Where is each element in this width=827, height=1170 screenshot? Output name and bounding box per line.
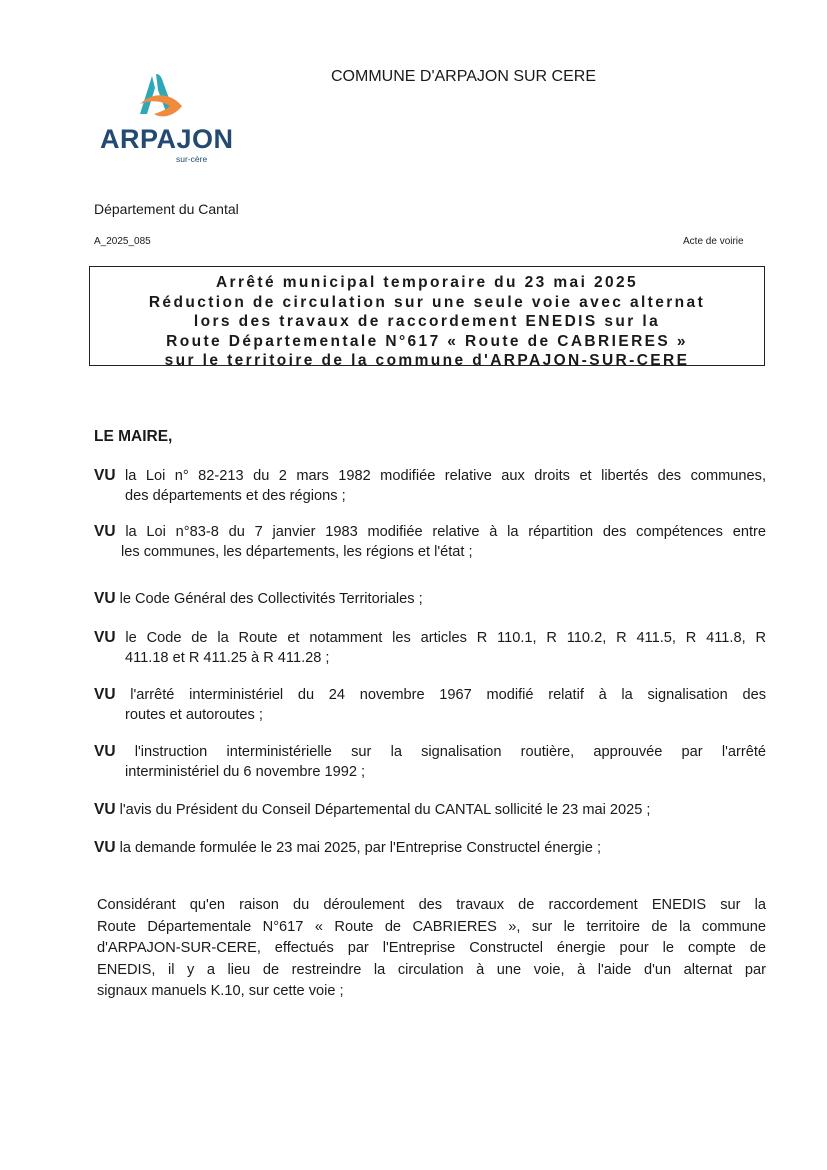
considerant-line: ENEDIS, il y a lieu de restreindre la circulation à une voie, à l'aide d'un alternat par (97, 961, 766, 978)
vu-item (94, 589, 766, 609)
document-reference: A_2025_085 (94, 236, 151, 247)
vu-text: l'arrêté interministériel du 24 novembre 1967 modifié relatif à la signalisation des (130, 687, 766, 703)
title-line: lors des travaux de raccordement ENEDIS sur la (193, 313, 661, 330)
acte-type: Acte de voirie (683, 236, 744, 247)
considerant-line: Route Départementale N°617 « Route de CABRIERES », sur le territoire de la commune (97, 918, 766, 935)
vu-keyword: VU (94, 467, 116, 484)
vu-keyword: VU (94, 590, 116, 607)
vu-item (94, 800, 766, 820)
vu-text: la Loi n°83-8 du 7 janvier 1983 modifiée relative à la répartition des compétences entre (125, 524, 766, 540)
department-name: Département du Cantal (94, 201, 239, 217)
considerant-paragraph (97, 895, 766, 1003)
title-line: sur le territoire de la commune d'ARPAJON-SUR-CERE (164, 352, 690, 369)
vu-text-continued: routes et autoroutes ; (125, 707, 263, 723)
title-box (89, 266, 765, 369)
considerant-line: signaux manuels K.10, sur cette voie ; (97, 983, 344, 999)
vu-item (94, 838, 766, 858)
vu-text: l'avis du Président du Conseil Départemental du CANTAL sollicité le 23 mai 2025 ; (119, 802, 651, 818)
commune-name: COMMUNE D'ARPAJON SUR CERE (331, 68, 596, 85)
logo-wordmark: ARPAJON (100, 124, 234, 154)
le-maire-heading: LE MAIRE, (94, 428, 173, 445)
logo-mark-icon (100, 70, 225, 130)
vu-keyword: VU (94, 629, 116, 646)
vu-item (94, 742, 766, 782)
considerant-line: d'ARPAJON-SUR-CERE, effectués par l'Entreprise Constructel énergie pour le compte de (97, 940, 766, 956)
vu-text: le Code de la Route et notamment les articles R 110.1, R 110.2, R 411.5, R 411.8, R (125, 630, 766, 646)
vu-text: le Code Général des Collectivités Territoriales ; (119, 591, 423, 607)
vu-keyword: VU (94, 523, 116, 540)
vu-text: la Loi n° 82-213 du 2 mars 1982 modifiée relative aux droits et libertés des communes, (125, 468, 766, 484)
vu-keyword: VU (94, 801, 116, 818)
vu-text-continued: les communes, les départements, les régions et l'état ; (121, 544, 473, 560)
vu-item (94, 628, 766, 668)
title-line: Arrêté municipal temporaire du 23 mai 2025 (215, 274, 639, 291)
vu-keyword: VU (94, 839, 116, 856)
considerant-line: Considérant qu'en raison du déroulement des travaux de raccordement ENEDIS sur la (97, 897, 766, 913)
logo-subtitle: sur-cère (176, 154, 208, 164)
vu-keyword: VU (94, 743, 116, 760)
vu-text-continued: 411.18 et R 411.25 à R 411.28 ; (125, 650, 330, 666)
vu-text-continued: interministériel du 6 novembre 1992 ; (125, 764, 366, 780)
vu-keyword: VU (94, 686, 116, 703)
vu-text: la demande formulée le 23 mai 2025, par l'Entreprise Constructel énergie ; (119, 840, 602, 856)
title-line: Réduction de circulation sur une seule voie avec alternat (148, 293, 706, 311)
vu-item (94, 466, 766, 506)
vu-item (94, 522, 766, 562)
vu-text: l'instruction interministérielle sur la signalisation routière, approuvée par l'arrêté (134, 744, 766, 760)
vu-text-continued: des départements et des régions ; (125, 488, 346, 504)
commune-logo (100, 70, 234, 165)
title-line: Route Départementale N°617 « Route de CABRIERES » (166, 332, 688, 350)
vu-item (94, 685, 766, 725)
